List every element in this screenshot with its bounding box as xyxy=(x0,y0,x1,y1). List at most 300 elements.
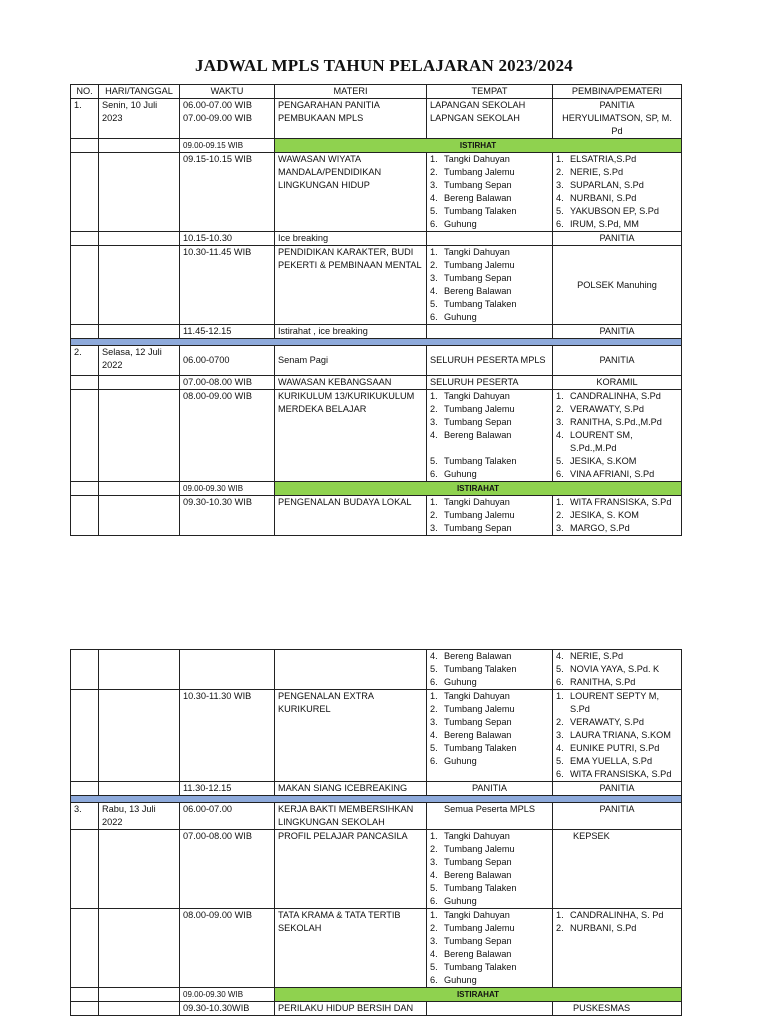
list-item xyxy=(430,703,549,716)
list-text: CANDRALINHA, S.Pd xyxy=(570,391,661,401)
separator-cell xyxy=(71,339,682,346)
list-item xyxy=(556,909,678,922)
list-number: 2. xyxy=(430,167,438,177)
list-text: Tumbang Jalemu xyxy=(444,923,515,933)
list-text: Tumbang Talaken xyxy=(444,883,517,893)
cell-waktu: 09.00-09.30 WIB xyxy=(180,482,275,496)
table-row xyxy=(71,650,682,690)
tempat-list xyxy=(430,390,549,481)
cell-empty xyxy=(71,782,99,796)
cell-materi xyxy=(275,99,427,139)
table-row xyxy=(71,325,682,339)
cell-tempat xyxy=(427,99,553,139)
cell-pembina: PANITIA xyxy=(553,803,682,830)
list-text: Tangki Dahuyan xyxy=(444,497,510,507)
list-number: 5. xyxy=(430,456,438,466)
list-text: Bereng Balawan xyxy=(444,870,512,880)
cell-pembina: POLSEK Manuhing xyxy=(553,246,682,325)
cell-empty xyxy=(427,325,553,339)
tempat-list xyxy=(430,690,549,768)
table-row xyxy=(71,782,682,796)
table-row xyxy=(71,496,682,536)
cell-tempat xyxy=(427,830,553,909)
table-header-row xyxy=(71,85,682,99)
list-item xyxy=(430,468,549,481)
list-number: 6. xyxy=(556,469,564,479)
list-number: 2. xyxy=(556,717,564,727)
cell-waktu: 10.30-11.45 WIB xyxy=(180,246,275,325)
cell-empty xyxy=(99,246,180,325)
list-number: 6. xyxy=(430,219,438,229)
list-text: NURBANI, S.Pd xyxy=(570,193,637,203)
cell-waktu: 10.15-10.30 xyxy=(180,232,275,246)
cell-waktu: 09.00-09.30 WIB xyxy=(180,988,275,1002)
cell-tempat xyxy=(427,650,553,690)
tempat-list xyxy=(430,830,549,908)
list-number: 1. xyxy=(430,497,438,507)
list-text: Tumbang Jalemu xyxy=(444,704,515,714)
list-text: LAURA TRIANA, S.KOM xyxy=(570,730,671,740)
list-number: 4. xyxy=(430,870,438,880)
cell-tempat: SELURUH PESERTA MPLS xyxy=(427,346,553,376)
list-number: 2. xyxy=(430,923,438,933)
list-number: 3. xyxy=(430,523,438,533)
list-text: Bereng Balawan xyxy=(444,430,512,440)
cell-waktu: 11.30-12.15 xyxy=(180,782,275,796)
list-number: 4. xyxy=(430,193,438,203)
list-number: 1. xyxy=(430,910,438,920)
cell-pembina xyxy=(553,650,682,690)
cell-materi: KURIKULUM 13/KURIKUKULUM MERDEKA BELAJAR xyxy=(275,390,427,482)
list-text: Tumbang Talaken xyxy=(444,743,517,753)
list-text: RANITHA, S.Pd.,M.Pd xyxy=(570,417,662,427)
list-item xyxy=(430,153,549,166)
cell-empty xyxy=(99,232,180,246)
cell-empty xyxy=(99,139,180,153)
cell-pembina xyxy=(553,909,682,988)
day-separator xyxy=(71,796,682,803)
pembina-list xyxy=(556,650,678,689)
cell-pembina: PANITIA xyxy=(553,782,682,796)
header-pembina: PEMBINA/PEMATERI xyxy=(553,85,682,99)
cell-empty xyxy=(99,830,180,909)
list-number: 5. xyxy=(430,664,438,674)
list-number xyxy=(430,442,444,455)
list-number: 2. xyxy=(430,260,438,270)
istirahat-band: ISTIRAHAT xyxy=(275,988,682,1002)
list-item xyxy=(430,166,549,179)
cell-empty xyxy=(71,325,99,339)
table-row xyxy=(71,376,682,390)
list-number: 4. xyxy=(556,651,564,661)
list-item xyxy=(430,729,549,742)
cell-empty xyxy=(71,830,99,909)
list-text: Bereng Balawan xyxy=(444,949,512,959)
header-tempat: TEMPAT xyxy=(427,85,553,99)
list-text: VINA AFRIANI, S.Pd xyxy=(570,469,655,479)
cell-tempat: SELURUH PESERTA xyxy=(427,376,553,390)
list-text: YAKUBSON EP, S.Pd xyxy=(570,206,660,216)
list-item xyxy=(556,468,678,481)
list-text: Tumbang Jalemu xyxy=(444,510,515,520)
list-item xyxy=(556,509,678,522)
cell-empty xyxy=(99,496,180,536)
list-item xyxy=(556,205,678,218)
list-number: 6. xyxy=(430,312,438,322)
cell-waktu: 06.00-0700 xyxy=(180,346,275,376)
list-number: 1. xyxy=(556,910,564,920)
table-row xyxy=(71,803,682,830)
list-number: 2. xyxy=(430,704,438,714)
cell-pembina: PANITIA xyxy=(553,232,682,246)
list-item xyxy=(430,496,549,509)
list-number: 1. xyxy=(430,154,438,164)
cell-tempat: PANITIA xyxy=(427,782,553,796)
cell-waktu: 10.30-11.30 WIB xyxy=(180,690,275,782)
cell-no: 3. xyxy=(71,803,99,830)
cell-empty xyxy=(71,139,99,153)
list-item xyxy=(430,246,549,259)
cell-empty xyxy=(180,650,275,690)
separator-cell xyxy=(71,796,682,803)
list-text: Tumbang Sepan xyxy=(444,417,512,427)
cell-waktu xyxy=(180,99,275,139)
list-text: Tumbang Sepan xyxy=(444,180,512,190)
cell-tempat xyxy=(427,690,553,782)
list-number: 6. xyxy=(556,769,564,779)
list-text: NERIE, S.Pd xyxy=(570,651,624,661)
tempat-list xyxy=(430,246,549,324)
cell-waktu: 07.00-08.00 WIB xyxy=(180,830,275,909)
cell-materi: PROFIL PELAJAR PANCASILA xyxy=(275,830,427,909)
tempat-text: LAPANGAN SEKOLAH xyxy=(430,100,526,110)
cell-waktu: 08.00-09.00 WIB xyxy=(180,909,275,988)
table-row xyxy=(71,139,682,153)
list-item xyxy=(430,272,549,285)
cell-pembina: PANITIA xyxy=(553,325,682,339)
cell-empty xyxy=(99,650,180,690)
list-text: Tumbang Sepan xyxy=(444,273,512,283)
list-number: 6. xyxy=(430,756,438,766)
cell-waktu: 09.15-10.15 WIB xyxy=(180,153,275,232)
list-text: Guhung xyxy=(444,975,477,985)
list-number: 1. xyxy=(430,391,438,401)
list-item xyxy=(430,179,549,192)
cell-empty xyxy=(71,482,99,496)
list-number: 5. xyxy=(430,206,438,216)
cell-empty xyxy=(71,376,99,390)
cell-no: 2. xyxy=(71,346,99,376)
cell-waktu: 07.00-08.00 WIB xyxy=(180,376,275,390)
list-item xyxy=(556,429,678,455)
list-number: 3. xyxy=(430,180,438,190)
cell-pembina xyxy=(553,496,682,536)
cell-empty xyxy=(99,1002,180,1016)
list-text: VERAWATY, S.Pd xyxy=(570,717,645,727)
cell-pembina xyxy=(553,99,682,139)
table-row xyxy=(71,909,682,988)
list-item xyxy=(430,311,549,324)
table-row xyxy=(71,246,682,325)
list-item xyxy=(430,690,549,703)
list-item xyxy=(556,522,678,535)
table-row xyxy=(71,153,682,232)
list-text: Tumbang Sepan xyxy=(444,857,512,867)
list-number: 5. xyxy=(556,456,564,466)
list-number: 1. xyxy=(430,831,438,841)
cell-empty xyxy=(99,909,180,988)
list-text: LOURENT SM, S.Pd.,M.Pd xyxy=(570,430,633,453)
table-row xyxy=(71,99,682,139)
header-hari-tanggal: HARI/TANGGAL xyxy=(99,85,180,99)
cell-empty xyxy=(99,325,180,339)
cell-tempat: Semua Peserta MPLS xyxy=(427,803,553,830)
cell-materi: PENGENALAN BUDAYA LOKAL xyxy=(275,496,427,536)
list-text: Guhung xyxy=(444,677,477,687)
list-number: 3. xyxy=(430,936,438,946)
list-number: 3. xyxy=(430,273,438,283)
cell-empty xyxy=(427,232,553,246)
list-number: 4. xyxy=(430,651,438,661)
list-text: Tumbang Talaken xyxy=(444,456,517,466)
pembina-text: HERYULIMATSON, SP, M. Pd xyxy=(562,113,672,136)
cell-pembina xyxy=(553,153,682,232)
cell-date: Selasa, 12 Juli 2022 xyxy=(99,346,180,376)
list-text: CANDRALINHA, S. Pd xyxy=(570,910,664,920)
list-number: 1. xyxy=(556,497,564,507)
list-number: 5. xyxy=(430,299,438,309)
list-number: 3. xyxy=(556,417,564,427)
istirahat-band: ISTIRAHAT xyxy=(275,482,682,496)
list-item xyxy=(430,948,549,961)
cell-materi: Ice breaking xyxy=(275,232,427,246)
pembina-list xyxy=(556,153,678,231)
list-text: NOVIA YAYA, S.Pd. K xyxy=(570,664,660,674)
list-text: Tangki Dahuyan xyxy=(444,154,510,164)
cell-materi: MAKAN SIANG ICEBREAKING xyxy=(275,782,427,796)
cell-materi: PERILAKU HIDUP BERSIH DAN xyxy=(275,1002,427,1016)
cell-materi: TATA KRAMA & TATA TERTIB SEKOLAH xyxy=(275,909,427,988)
list-text: RANITHA, S.Pd xyxy=(570,677,636,687)
table-row xyxy=(71,346,682,376)
list-text: SUPARLAN, S.Pd xyxy=(570,180,644,190)
list-item xyxy=(430,755,549,768)
list-number: 4. xyxy=(430,430,438,440)
cell-empty xyxy=(71,496,99,536)
list-number: 2. xyxy=(556,167,564,177)
list-item xyxy=(556,403,678,416)
list-text: WITA FRANSISKA, S.Pd xyxy=(570,497,672,507)
cell-empty xyxy=(71,153,99,232)
table-row xyxy=(71,1002,682,1016)
cell-tempat xyxy=(427,153,553,232)
table-row xyxy=(71,690,682,782)
list-item xyxy=(430,416,549,429)
list-text: Tumbang Talaken xyxy=(444,206,517,216)
list-item xyxy=(430,259,549,272)
list-item xyxy=(430,442,549,455)
list-number: 2. xyxy=(556,510,564,520)
list-number: 4. xyxy=(430,949,438,959)
list-text: Bereng Balawan xyxy=(444,286,512,296)
list-item xyxy=(430,285,549,298)
list-item xyxy=(430,742,549,755)
cell-empty xyxy=(71,650,99,690)
cell-waktu: 11.45-12.15 xyxy=(180,325,275,339)
list-item xyxy=(556,922,678,935)
list-number: 4. xyxy=(430,286,438,296)
list-item xyxy=(430,650,549,663)
cell-empty xyxy=(99,482,180,496)
list-item xyxy=(430,676,549,689)
list-number: 5. xyxy=(556,206,564,216)
cell-materi: WAWASAN KEBANGSAAN xyxy=(275,376,427,390)
schedule-table-page-1 xyxy=(70,84,682,536)
list-text: Tangki Dahuyan xyxy=(444,831,510,841)
list-item xyxy=(556,166,678,179)
header-waktu: WAKTU xyxy=(180,85,275,99)
list-text: MARGO, S.Pd xyxy=(570,523,630,533)
list-text: Tumbang Talaken xyxy=(444,664,517,674)
pembina-list xyxy=(556,690,678,781)
header-no: NO. xyxy=(71,85,99,99)
list-item xyxy=(430,390,549,403)
cell-empty xyxy=(427,1002,553,1016)
pembina-list xyxy=(556,390,678,481)
cell-pembina: KORAMIL xyxy=(553,376,682,390)
list-item xyxy=(556,153,678,166)
list-text: Tangki Dahuyan xyxy=(444,247,510,257)
list-item xyxy=(556,755,678,768)
pembina-list xyxy=(556,496,678,535)
schedule-table-page-2 xyxy=(70,649,682,1016)
list-text: IRUM, S.Pd, MM xyxy=(570,219,639,229)
istirhat-band: ISTIRHAT xyxy=(275,139,682,153)
list-item xyxy=(430,895,549,908)
list-number: 6. xyxy=(430,677,438,687)
list-item xyxy=(430,205,549,218)
list-item xyxy=(430,961,549,974)
cell-waktu: 09.30-10.30 WIB xyxy=(180,496,275,536)
table-row xyxy=(71,988,682,1002)
list-text: Tumbang Sepan xyxy=(444,936,512,946)
cell-materi: Istirahat , ice breaking xyxy=(275,325,427,339)
materi-text: PENGARAHAN PANITIA xyxy=(278,100,380,110)
list-item xyxy=(430,298,549,311)
list-number: 5. xyxy=(556,664,564,674)
waktu-text: 07.00-09.00 WIB xyxy=(183,113,252,123)
list-text: Tumbang Talaken xyxy=(444,299,517,309)
list-number: 5. xyxy=(430,883,438,893)
pembina-text: PANITIA xyxy=(599,100,635,110)
list-item xyxy=(556,192,678,205)
cell-tempat xyxy=(427,246,553,325)
list-item xyxy=(556,729,678,742)
cell-empty xyxy=(275,650,427,690)
list-number: 1. xyxy=(556,154,564,164)
cell-materi: WAWASAN WIYATA MANDALA/PENDIDIKAN LINGKUNGAN HIDUP xyxy=(275,153,427,232)
cell-waktu: 06.00-07.00 xyxy=(180,803,275,830)
list-item xyxy=(556,496,678,509)
cell-waktu: 08.00-09.00 WIB xyxy=(180,390,275,482)
list-number: 6. xyxy=(556,219,564,229)
list-text: Tangki Dahuyan xyxy=(444,910,510,920)
list-text: Tangki Dahuyan xyxy=(444,391,510,401)
list-number: 5. xyxy=(556,756,564,766)
list-text: Bereng Balawan xyxy=(444,193,512,203)
list-item xyxy=(556,716,678,729)
cell-empty xyxy=(99,988,180,1002)
list-number: 1. xyxy=(430,247,438,257)
list-item xyxy=(556,690,678,716)
list-item xyxy=(430,192,549,205)
day-separator xyxy=(71,339,682,346)
list-item xyxy=(430,509,549,522)
list-text: WITA FRANSISKA, S.Pd xyxy=(570,769,672,779)
list-text: EUNIKE PUTRI, S.Pd xyxy=(570,743,660,753)
cell-empty xyxy=(99,153,180,232)
document-title: JADWAL MPLS TAHUN PELAJARAN 2023/2024 xyxy=(195,56,573,75)
cell-empty xyxy=(99,390,180,482)
list-item xyxy=(430,830,549,843)
cell-empty xyxy=(99,782,180,796)
cell-tempat xyxy=(427,909,553,988)
table-row xyxy=(71,482,682,496)
cell-materi: PENGENALAN EXTRA KURIKUREL xyxy=(275,690,427,782)
list-item xyxy=(556,742,678,755)
list-text: Tumbang Sepan xyxy=(444,717,512,727)
cell-pembina: KEPSEK xyxy=(553,830,682,909)
cell-empty xyxy=(71,390,99,482)
list-text: Tumbang Jalemu xyxy=(444,260,515,270)
cell-waktu: 09.00-09.15 WIB xyxy=(180,139,275,153)
list-item xyxy=(556,650,678,663)
list-item xyxy=(556,218,678,231)
tempat-list xyxy=(430,650,549,689)
list-item xyxy=(430,974,549,987)
cell-tempat xyxy=(427,496,553,536)
table-row xyxy=(71,830,682,909)
pembina-list xyxy=(556,909,678,935)
list-number: 4. xyxy=(430,730,438,740)
list-text: EMA YUELLA, S.Pd xyxy=(570,756,653,766)
list-text: Tumbang Jalemu xyxy=(444,167,515,177)
list-number: 3. xyxy=(430,717,438,727)
cell-materi: KERJA BAKTI MEMBERSIHKAN LINGKUNGAN SEKOLAH xyxy=(275,803,427,830)
list-item xyxy=(430,218,549,231)
list-item xyxy=(430,909,549,922)
list-item xyxy=(430,663,549,676)
list-item xyxy=(430,922,549,935)
list-number: 2. xyxy=(430,404,438,414)
list-item xyxy=(430,403,549,416)
list-item xyxy=(556,663,678,676)
cell-pembina: PUSKESMAS xyxy=(553,1002,682,1016)
list-text: Tumbang Sepan xyxy=(444,523,512,533)
list-number: 6. xyxy=(430,469,438,479)
materi-text: PEMBUKAAN MPLS xyxy=(278,113,364,123)
cell-waktu: 09.30-10.30WIB xyxy=(180,1002,275,1016)
list-number: 4. xyxy=(556,430,564,440)
list-item xyxy=(430,716,549,729)
list-text: Tumbang Talaken xyxy=(444,962,517,972)
list-item xyxy=(430,429,549,442)
list-text: Guhung xyxy=(444,312,477,322)
cell-empty xyxy=(71,1002,99,1016)
cell-pembina: PANITIA xyxy=(553,346,682,376)
cell-date: Rabu, 13 Juli 2022 xyxy=(99,803,180,830)
cell-empty xyxy=(99,690,180,782)
